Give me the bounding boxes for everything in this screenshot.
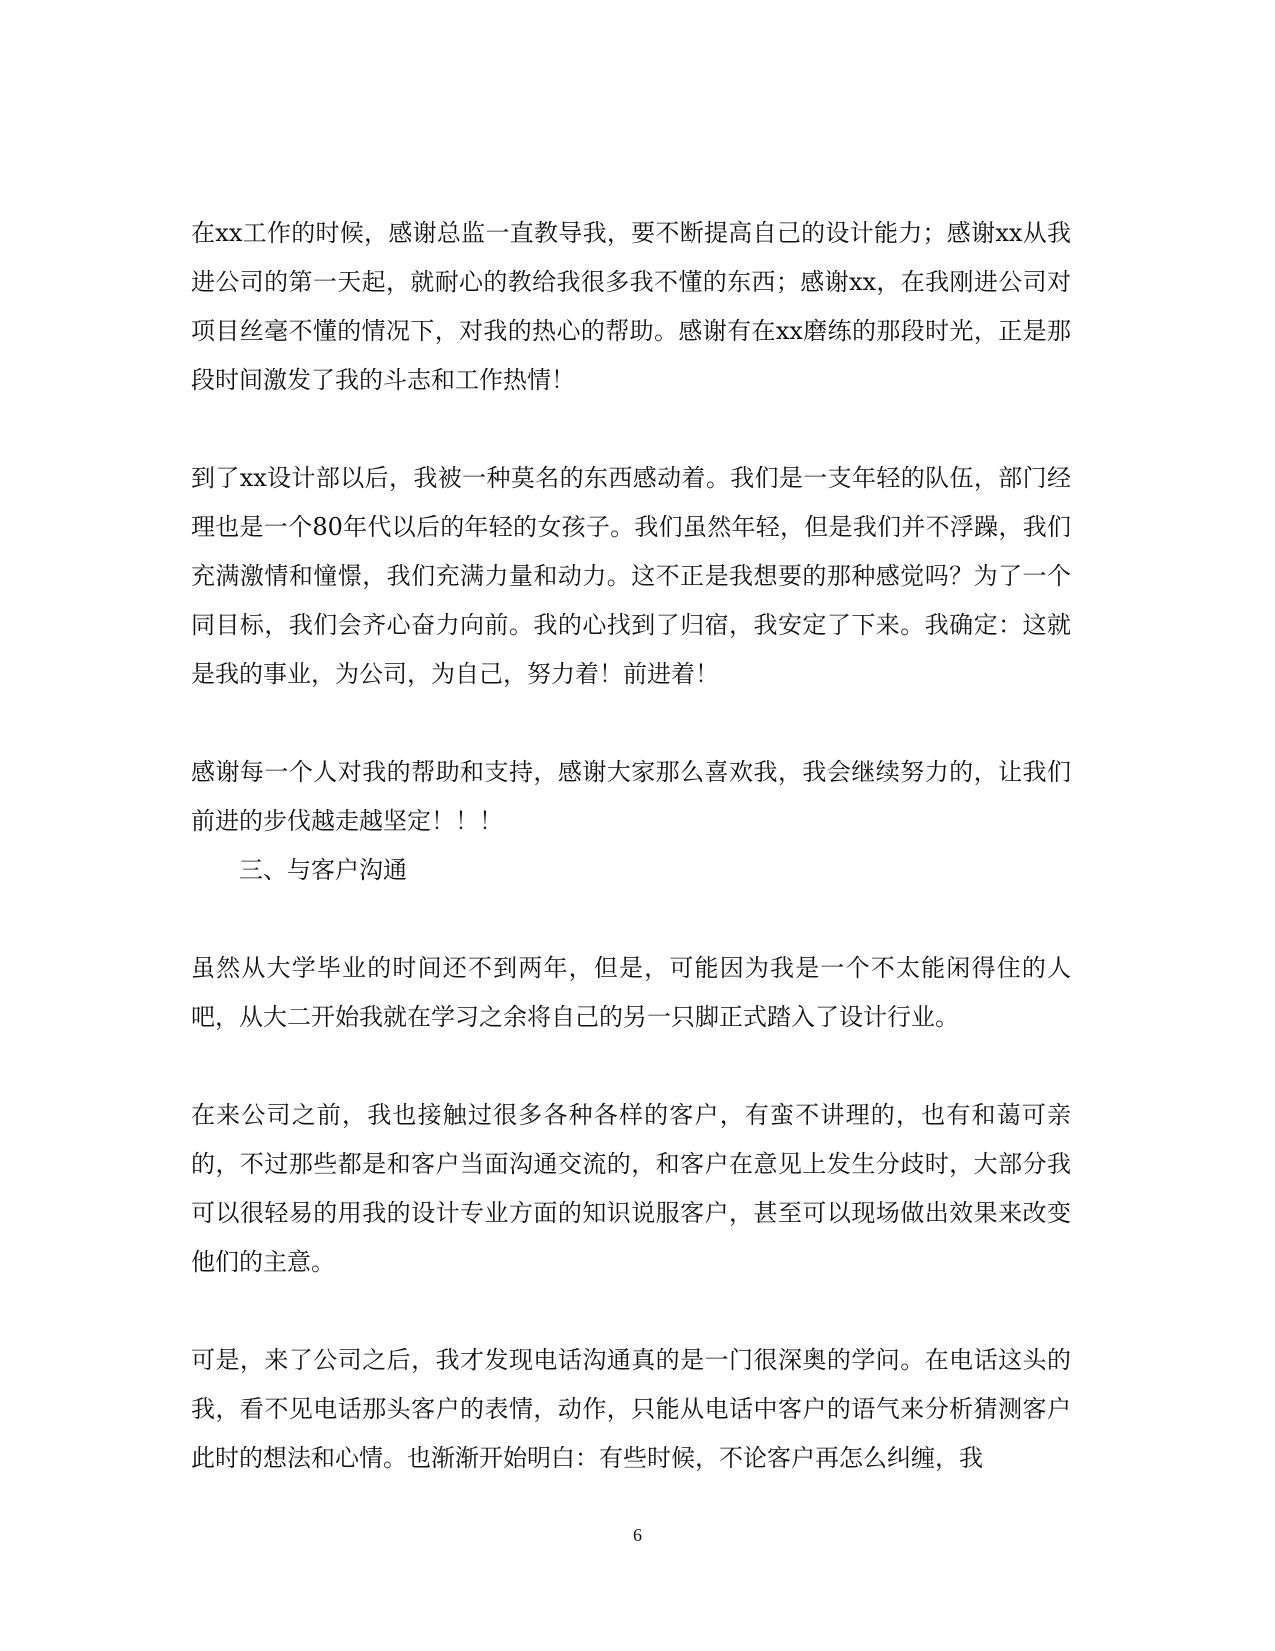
paragraph-design-department: 到了xx设计部以后，我被一种莫名的东西感动着。我们是一支年轻的队伍，部门经理也是一个80年代以后的年轻的女孩子。我们虽然年轻，但是我们并不浮躁，我们充满激情和憧憬，我们充满力量和动力。这不正是我想要的那种感觉吗？为了一个同目标，我们会齐心奋力向前。我的心找到了归宿，我安定了下来。我确定：这就是我的事业，为公司，为自己，努力着！前进着！ xyxy=(191,464,1071,688)
paragraph-before-company: 在来公司之前，我也接触过很多各种各样的客户，有蛮不讲理的，也有和蔼可亲的，不过那些都是和客户当面沟通交流的，和客户在意见上发生分歧时，大部分我可以很轻易的用我的设计专业方面的知识说服客户，甚至可以现场做出效果来改变他们的主意。 xyxy=(191,1101,1071,1276)
paragraph-spacer xyxy=(191,699,1071,748)
paragraph-phone-communication: 可是，来了公司之后，我才发现电话沟通真的是一门很深奥的学问。在电话这头的我，看不见电话那头客户的表情，动作，只能从电话中客户的语气来分析猜测客户此时的想法和心情。也渐渐开始明白：有些时候，不论客户再怎么纠缠，我 xyxy=(191,1346,1071,1472)
paragraph-spacer xyxy=(191,405,1071,454)
document-body xyxy=(191,209,1071,1483)
paragraph-spacer xyxy=(191,895,1071,944)
section-heading: 三、与客户沟通 xyxy=(239,856,407,884)
paragraph-graduation: 虽然从大学毕业的时间还不到两年，但是，可能因为我是一个不太能闲得住的人吧，从大二开始我就在学习之余将自己的另一只脚正式踏入了设计行业。 xyxy=(191,954,1071,1031)
paragraph-spacer xyxy=(191,1287,1071,1336)
paragraph-spacer xyxy=(191,1042,1071,1091)
paragraph-gratitude-xx: 在xx工作的时候，感谢总监一直教导我，要不断提高自己的设计能力；感谢xx从我进公司的第一天起，就耐心的教给我很多我不懂的东西；感谢xx，在我刚进公司对项目丝毫不懂的情况下，对我的热心的帮助。感谢有在xx磨练的那段时光，正是那段时间激发了我的斗志和工作热情！ xyxy=(191,219,1071,394)
paragraph-thanks-everyone: 感谢每一个人对我的帮助和支持，感谢大家那么喜欢我，我会继续努力的，让我们前进的步伐越走越坚定！！！ xyxy=(191,758,1071,835)
page-number: 6 xyxy=(633,1525,642,1545)
